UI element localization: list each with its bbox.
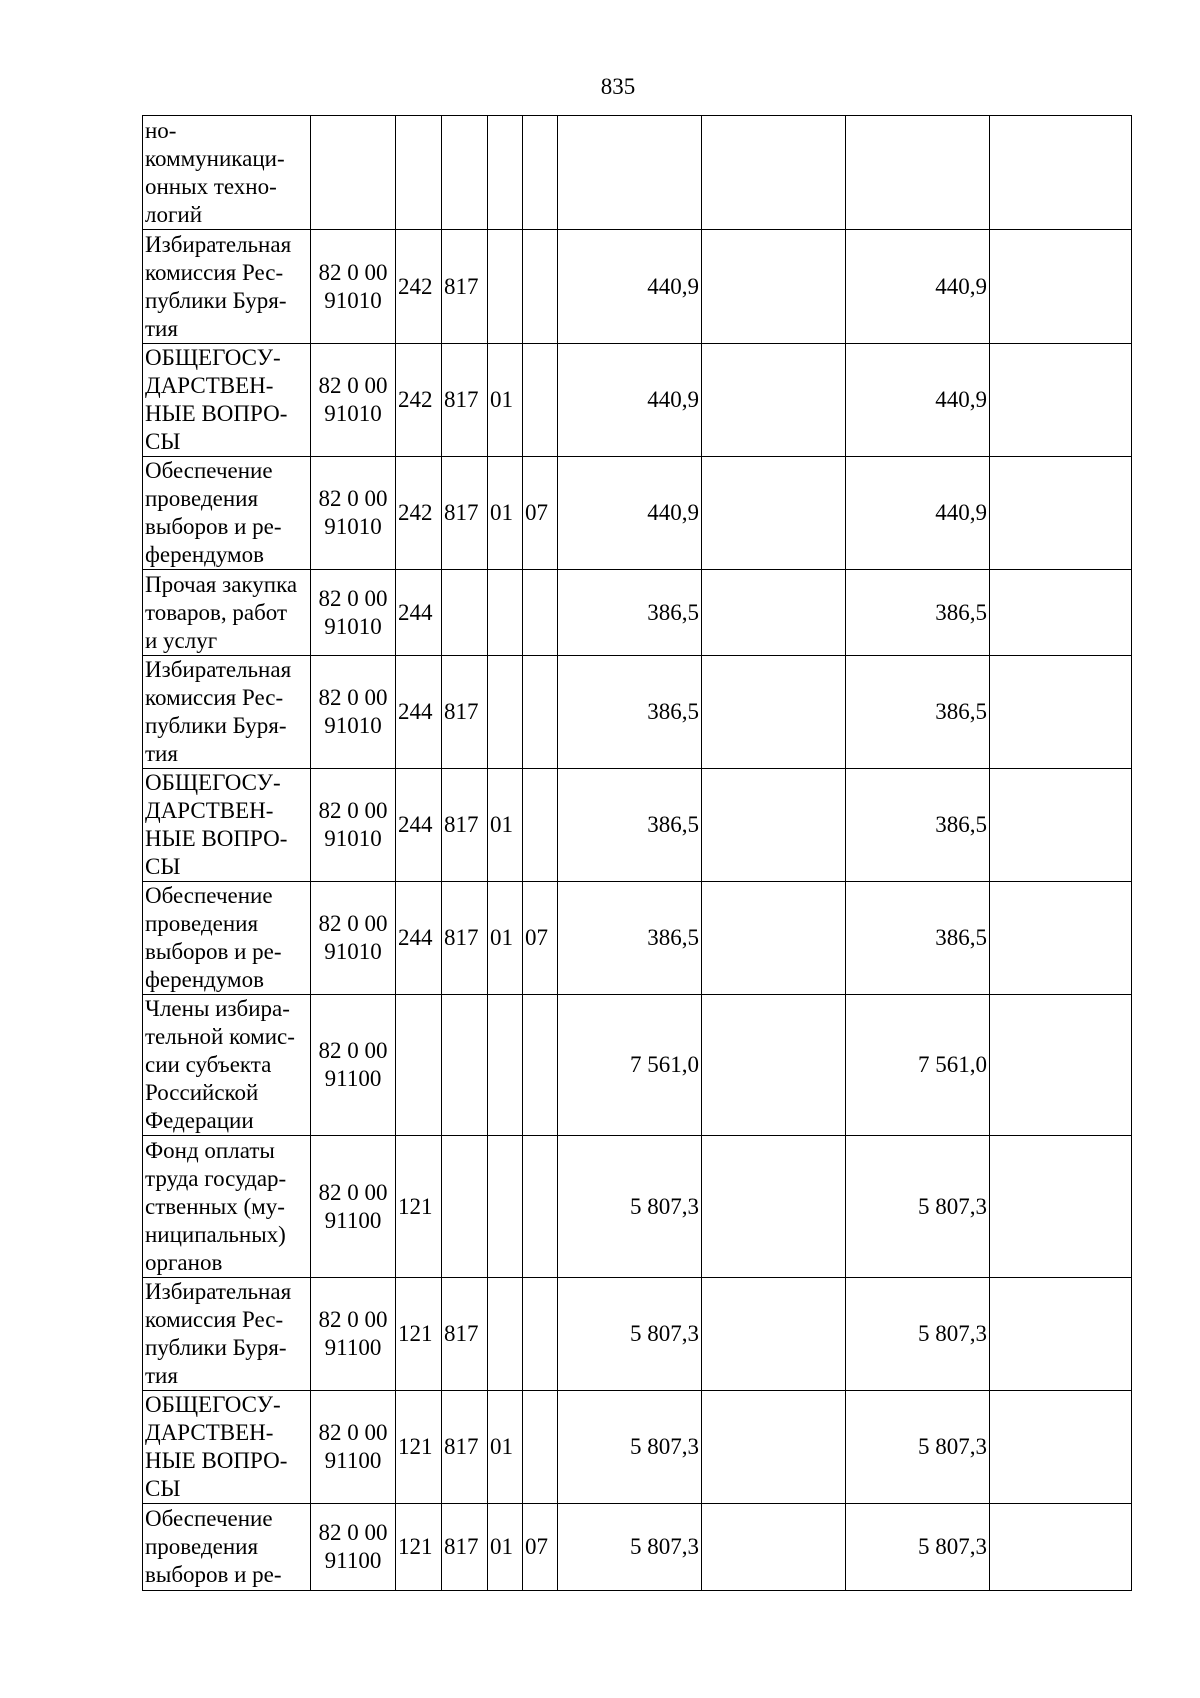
table-row <box>143 1504 1132 1591</box>
empty-column-cell <box>990 457 1132 570</box>
target-article-cell: 82 0 00 91100 <box>311 995 396 1136</box>
empty-column-cell <box>990 769 1132 882</box>
budget-table <box>142 115 1132 1591</box>
table-row <box>143 570 1132 656</box>
empty-column-cell <box>990 344 1132 457</box>
amount-total-cell: 440,9 <box>846 457 990 570</box>
amount-cell: 386,5 <box>558 656 702 769</box>
amount-cell: 5 807,3 <box>558 1278 702 1391</box>
ministry-code-cell <box>442 570 488 656</box>
section-code-cell <box>488 656 523 769</box>
subsection-code-cell <box>523 116 558 230</box>
expense-type-cell <box>396 995 442 1136</box>
target-article-cell: 82 0 00 91010 <box>311 230 396 344</box>
row-name-cell: Члены избира- тельной комис- сии субъекта Российской Федерации <box>143 995 311 1136</box>
expense-type-cell: 244 <box>396 769 442 882</box>
section-code-cell <box>488 570 523 656</box>
ministry-code-cell: 817 <box>442 1278 488 1391</box>
amount-cell: 440,9 <box>558 230 702 344</box>
table-row <box>143 882 1132 995</box>
subsection-code-cell <box>523 344 558 457</box>
ministry-code-cell: 817 <box>442 882 488 995</box>
target-article-cell: 82 0 00 91010 <box>311 656 396 769</box>
row-name-cell: но- коммуникаци- онных техно- логий <box>143 116 311 230</box>
section-code-cell: 01 <box>488 1391 523 1504</box>
amount-cell: 440,9 <box>558 457 702 570</box>
empty-column-cell <box>702 1504 846 1591</box>
section-code-cell: 01 <box>488 1504 523 1591</box>
amount-cell: 386,5 <box>558 882 702 995</box>
empty-column-cell <box>702 116 846 230</box>
table-row <box>143 344 1132 457</box>
expense-type-cell: 121 <box>396 1504 442 1591</box>
target-article-cell: 82 0 00 91100 <box>311 1136 396 1278</box>
target-article-cell: 82 0 00 91100 <box>311 1504 396 1591</box>
section-code-cell: 01 <box>488 344 523 457</box>
section-code-cell <box>488 116 523 230</box>
amount-total-cell: 5 807,3 <box>846 1504 990 1591</box>
row-name-cell: Обеспечение проведения выборов и ре- ферендумов <box>143 882 311 995</box>
amount-cell: 386,5 <box>558 769 702 882</box>
amount-total-cell: 386,5 <box>846 769 990 882</box>
amount-cell: 5 807,3 <box>558 1504 702 1591</box>
row-name-cell: Обеспечение проведения выборов и ре- <box>143 1504 311 1591</box>
table-row <box>143 116 1132 230</box>
target-article-cell: 82 0 00 91010 <box>311 344 396 457</box>
expense-type-cell: 121 <box>396 1391 442 1504</box>
row-name-cell: ОБЩЕГОСУ- ДАРСТВЕН- НЫЕ ВОПРО- СЫ <box>143 1391 311 1504</box>
expense-type-cell: 242 <box>396 344 442 457</box>
amount-total-cell: 7 561,0 <box>846 995 990 1136</box>
expense-type-cell: 242 <box>396 230 442 344</box>
target-article-cell: 82 0 00 91010 <box>311 882 396 995</box>
row-name-cell: Избирательная комиссия Рес- публики Буря- тия <box>143 1278 311 1391</box>
ministry-code-cell: 817 <box>442 769 488 882</box>
ministry-code-cell: 817 <box>442 230 488 344</box>
empty-column-cell <box>702 1391 846 1504</box>
target-article-cell: 82 0 00 91010 <box>311 769 396 882</box>
subsection-code-cell <box>523 995 558 1136</box>
section-code-cell: 01 <box>488 457 523 570</box>
empty-column-cell <box>702 1136 846 1278</box>
table-row <box>143 457 1132 570</box>
target-article-cell: 82 0 00 91010 <box>311 570 396 656</box>
amount-cell: 5 807,3 <box>558 1391 702 1504</box>
section-code-cell: 01 <box>488 882 523 995</box>
amount-total-cell: 440,9 <box>846 344 990 457</box>
table-row <box>143 769 1132 882</box>
empty-column-cell <box>990 1391 1132 1504</box>
table-body <box>143 116 1132 1591</box>
row-name-cell: Фонд оплаты труда государ- ственных (му- ниципальных) органов <box>143 1136 311 1278</box>
empty-column-cell <box>990 1136 1132 1278</box>
empty-column-cell <box>702 995 846 1136</box>
ministry-code-cell: 817 <box>442 656 488 769</box>
amount-total-cell: 5 807,3 <box>846 1136 990 1278</box>
target-article-cell: 82 0 00 91010 <box>311 457 396 570</box>
subsection-code-cell <box>523 570 558 656</box>
expense-type-cell: 244 <box>396 656 442 769</box>
empty-column-cell <box>990 882 1132 995</box>
table-row <box>143 230 1132 344</box>
target-article-cell: 82 0 00 91100 <box>311 1278 396 1391</box>
subsection-code-cell <box>523 1278 558 1391</box>
subsection-code-cell <box>523 230 558 344</box>
amount-cell: 5 807,3 <box>558 1136 702 1278</box>
row-name-cell: ОБЩЕГОСУ- ДАРСТВЕН- НЫЕ ВОПРО- СЫ <box>143 769 311 882</box>
section-code-cell <box>488 230 523 344</box>
section-code-cell <box>488 1278 523 1391</box>
empty-column-cell <box>702 769 846 882</box>
amount-cell: 440,9 <box>558 344 702 457</box>
table-row <box>143 1136 1132 1278</box>
ministry-code-cell <box>442 116 488 230</box>
expense-type-cell: 244 <box>396 570 442 656</box>
amount-total-cell: 440,9 <box>846 230 990 344</box>
ministry-code-cell: 817 <box>442 1391 488 1504</box>
row-name-cell: Прочая закупка товаров, работ и услуг <box>143 570 311 656</box>
amount-total-cell: 386,5 <box>846 656 990 769</box>
ministry-code-cell: 817 <box>442 344 488 457</box>
subsection-code-cell <box>523 1136 558 1278</box>
empty-column-cell <box>990 656 1132 769</box>
expense-type-cell <box>396 116 442 230</box>
empty-column-cell <box>990 230 1132 344</box>
ministry-code-cell: 817 <box>442 1504 488 1591</box>
row-name-cell: Обеспечение проведения выборов и ре- ферендумов <box>143 457 311 570</box>
table-row <box>143 1391 1132 1504</box>
amount-cell <box>558 116 702 230</box>
ministry-code-cell: 817 <box>442 457 488 570</box>
expense-type-cell: 121 <box>396 1278 442 1391</box>
empty-column-cell <box>702 457 846 570</box>
section-code-cell <box>488 1136 523 1278</box>
section-code-cell <box>488 995 523 1136</box>
subsection-code-cell: 07 <box>523 1504 558 1591</box>
ministry-code-cell <box>442 995 488 1136</box>
empty-column-cell <box>702 230 846 344</box>
subsection-code-cell: 07 <box>523 882 558 995</box>
empty-column-cell <box>990 1278 1132 1391</box>
amount-total-cell: 5 807,3 <box>846 1391 990 1504</box>
amount-total-cell <box>846 116 990 230</box>
empty-column-cell <box>702 656 846 769</box>
empty-column-cell <box>702 882 846 995</box>
empty-column-cell <box>990 995 1132 1136</box>
empty-column-cell <box>990 570 1132 656</box>
page-number: 835 <box>600 74 636 99</box>
empty-column-cell <box>990 1504 1132 1591</box>
amount-total-cell: 5 807,3 <box>846 1278 990 1391</box>
amount-total-cell: 386,5 <box>846 570 990 656</box>
table-row <box>143 995 1132 1136</box>
row-name-cell: Избирательная комиссия Рес- публики Буря- тия <box>143 230 311 344</box>
subsection-code-cell <box>523 656 558 769</box>
empty-column-cell <box>702 1278 846 1391</box>
empty-column-cell <box>702 570 846 656</box>
subsection-code-cell: 07 <box>523 457 558 570</box>
amount-cell: 7 561,0 <box>558 995 702 1136</box>
ministry-code-cell <box>442 1136 488 1278</box>
expense-type-cell: 242 <box>396 457 442 570</box>
amount-total-cell: 386,5 <box>846 882 990 995</box>
table-row <box>143 1278 1132 1391</box>
row-name-cell: ОБЩЕГОСУ- ДАРСТВЕН- НЫЕ ВОПРО- СЫ <box>143 344 311 457</box>
expense-type-cell: 244 <box>396 882 442 995</box>
empty-column-cell <box>990 116 1132 230</box>
empty-column-cell <box>702 344 846 457</box>
amount-cell: 386,5 <box>558 570 702 656</box>
subsection-code-cell <box>523 769 558 882</box>
expense-type-cell: 121 <box>396 1136 442 1278</box>
section-code-cell: 01 <box>488 769 523 882</box>
target-article-cell: 82 0 00 91100 <box>311 1391 396 1504</box>
table-row <box>143 656 1132 769</box>
row-name-cell: Избирательная комиссия Рес- публики Буря- тия <box>143 656 311 769</box>
subsection-code-cell <box>523 1391 558 1504</box>
target-article-cell <box>311 116 396 230</box>
